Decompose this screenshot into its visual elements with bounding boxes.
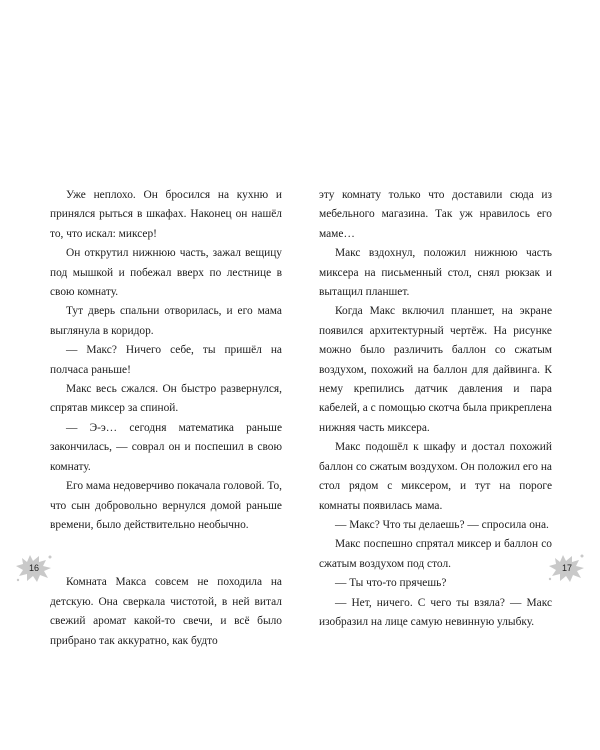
paragraph: — Макс? Ничего себе, ты пришёл на полчаса раньше! (50, 344, 282, 376)
page-number-label: 16 (28, 563, 39, 573)
paragraph: Уже неплохо. Он бросился на кухню и принялся рыться в шкафах. Наконец он нашёл то, что искал: миксер! (50, 189, 282, 240)
page-number-label: 17 (561, 563, 572, 573)
right-page-text (319, 186, 552, 632)
paragraph: Макс поспешно спрятал миксер и баллон со сжатым воздухом под стол. (319, 538, 552, 570)
paragraph: — Э-э… сегодня математика раньше закончилась, — соврал он и поспешил в свою комнату. (50, 421, 282, 473)
paragraph: Макс подошёл к шкафу и достал похожий баллон со сжатым воздухом. Он положил его на стол рядом с миксером, и тут на пороге комнаты появилась мама. (319, 441, 552, 512)
paragraph: Его мама недоверчиво покачала головой. То, что сын добровольно вернулся домой раньше времени, было действительно необычно. (50, 480, 283, 531)
page-number-right (548, 553, 586, 583)
paragraph: — Ты что-то прячешь? (335, 577, 447, 590)
paragraph: Когда Макс включил планшет, на экране появился архитектурный чертёж. На рисунке можно было различить баллон со сжатым воздухом, похожий на баллон для дайвинга. К нему крепились датчик давления и пара кабелей, а с помощью скотча была прикреплена нижняя часть миксера. (319, 305, 552, 434)
left-page-text (50, 186, 282, 651)
paragraph: Он открутил нижнюю часть, зажал вещицу под мышкой и побежал вверх по лестнице в свою комнату. (50, 247, 282, 299)
page-number-left (15, 553, 53, 583)
paragraph: — Нет, ничего. С чего ты взяла? — Макс изобразил на лице самую невинную улыбку. (319, 596, 552, 628)
paragraph: Комната Макса совсем не походила на детскую. Она сверкала чистотой, в ней витал свежий аромат какой-то свечи, и всё было прибрано так аккуратно, как будто (50, 576, 282, 647)
paragraph: — Макс? Что ты делаешь? — спросила она. (335, 518, 549, 531)
paragraph: Макс весь сжался. Он быстро развернулся, спрятав миксер за спиной. (50, 383, 282, 415)
paragraph: эту комнату только что доставили сюда из мебельного магазина. Так уж нравилось его маме… (319, 189, 552, 240)
paragraph: Тут дверь спальни отворилась, и его мама выглянула в коридор. (50, 305, 282, 337)
paragraph: Макс вздохнул, положил нижнюю часть миксера на письменный стол, снял рюкзак и вытащил планшет. (319, 247, 552, 299)
